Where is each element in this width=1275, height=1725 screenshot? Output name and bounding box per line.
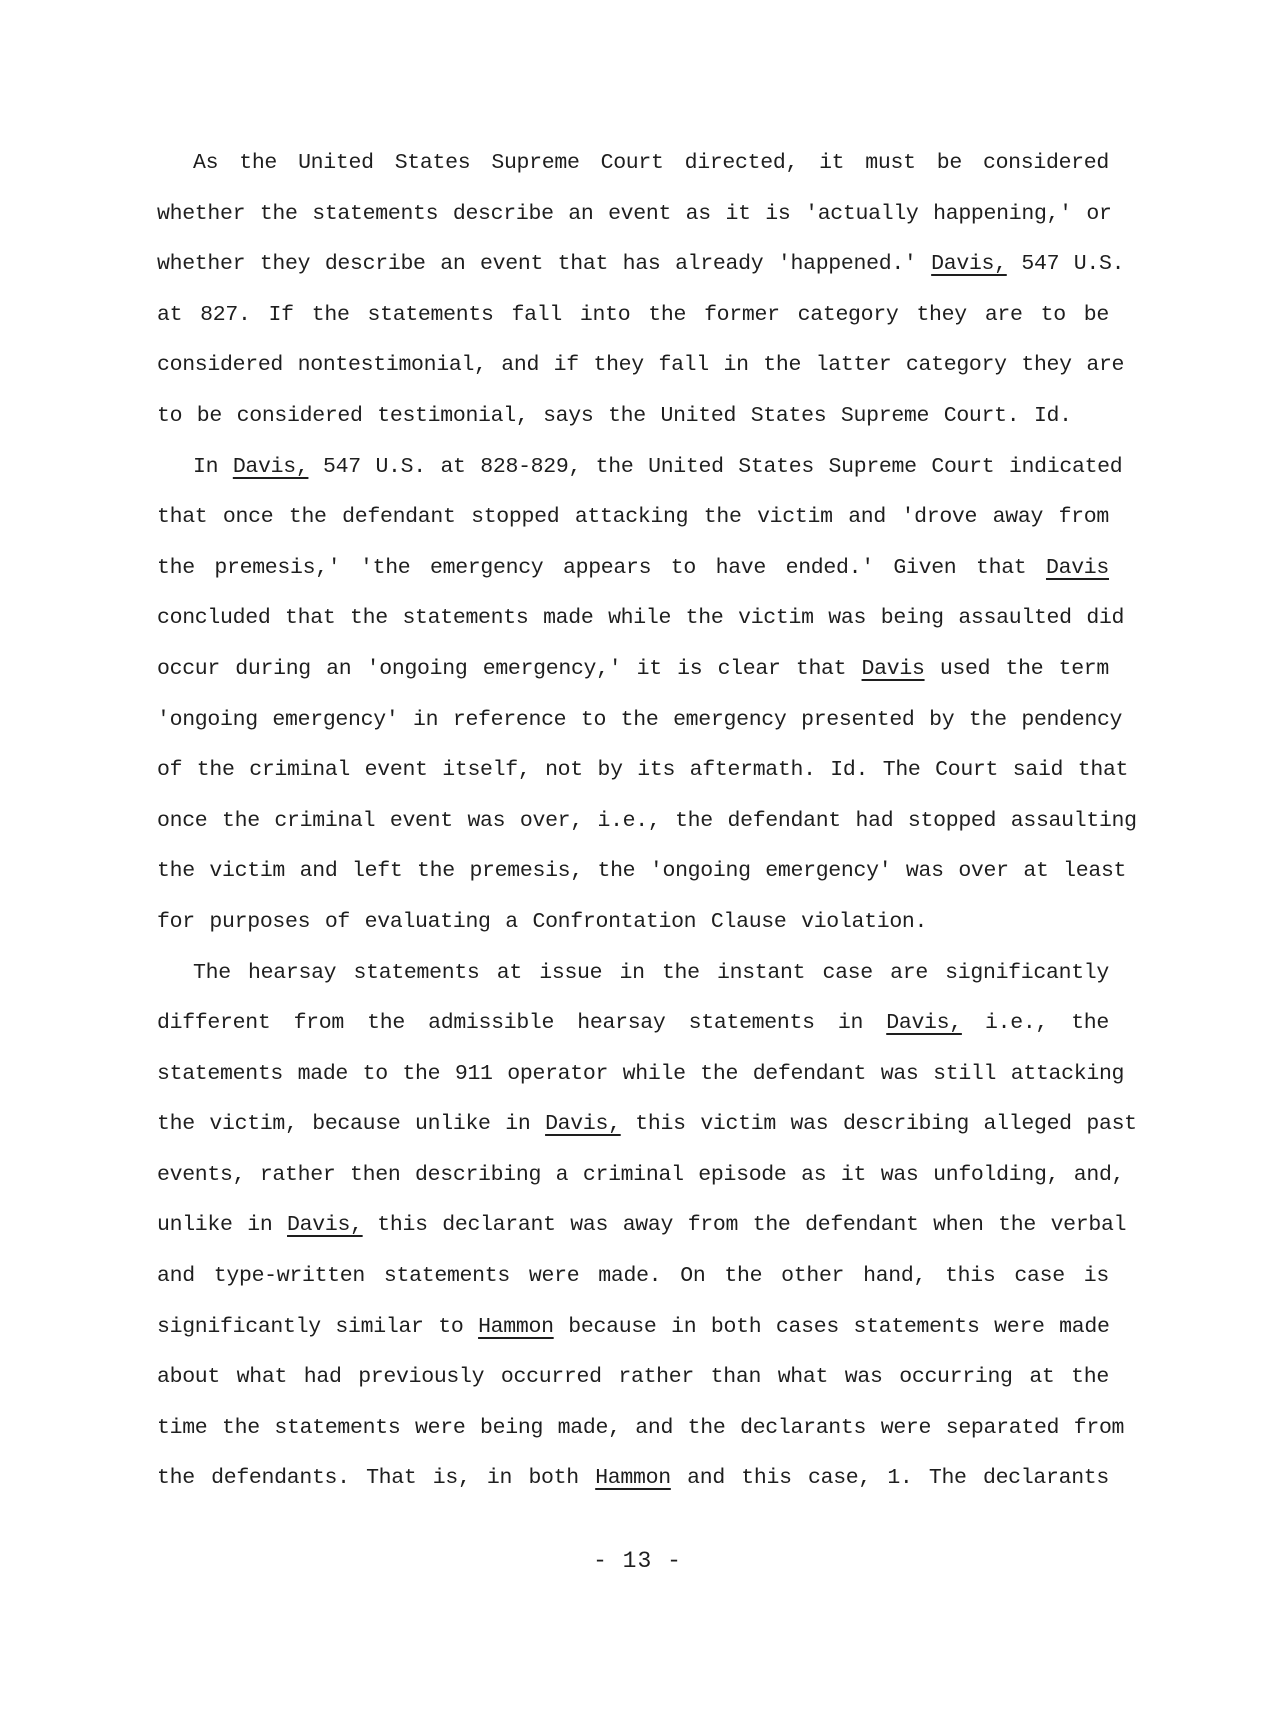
text-segment: once the criminal event was over, i.e., the defendant had stopped assaulting [157, 808, 1137, 833]
text-line [157, 1302, 1109, 1353]
text-segment: time the statements were being made, and the declarants were separated from [157, 1415, 1125, 1440]
text-segment: whether they describe an event that has already 'happened.' [157, 252, 932, 277]
text-line [157, 1403, 1125, 1454]
text-line [157, 1251, 1109, 1302]
text-line [157, 138, 1109, 189]
case-citation: Davis, [545, 1112, 621, 1137]
text-segment: occur during an 'ongoing emergency,' it is clear that [157, 656, 862, 681]
text-segment: and this case, 1. The declarants [670, 1466, 1109, 1491]
text-line [157, 1150, 1125, 1201]
text-segment: The hearsay statements at issue in the instant case are significantly [193, 960, 1109, 985]
text-line [157, 796, 1137, 847]
case-citation: Davis [1045, 555, 1109, 580]
text-line [157, 1200, 1127, 1251]
text-line [157, 1352, 1109, 1403]
text-segment: the premesis,' 'the emergency appears to have ended.' Given that [157, 555, 1046, 580]
text-segment: considered nontestimonial, and if they fall in the latter category they are [157, 353, 1125, 378]
text-segment: at 827. If the statements fall into the former category they are to be [157, 302, 1109, 327]
text-segment: the defendants. That is, in both [157, 1466, 596, 1491]
text-segment: statements made to the 911 operator while the defendant was still attacking [157, 1061, 1125, 1086]
text-segment: to be considered testimonial, says the United States Supreme Court. Id. [157, 403, 1072, 428]
text-line [157, 998, 1109, 1049]
text-line [157, 239, 1125, 290]
text-segment: As the United States Supreme Court directed, it must be considered [193, 151, 1109, 175]
case-citation: Davis, [232, 454, 309, 479]
text-segment: different from the admissible hearsay statements in [157, 1011, 887, 1036]
text-segment: 'ongoing emergency' in reference to the emergency presented by the pendency [157, 707, 1123, 732]
text-line [157, 492, 1109, 543]
text-line [157, 897, 1109, 948]
text-segment: of the criminal event itself, not by its aftermath. Id. The Court said that [157, 758, 1129, 783]
text-segment: about what had previously occurred rather than what was occurring at the [157, 1365, 1109, 1390]
text-segment: used the term [924, 656, 1109, 681]
text-segment: events, rather then describing a criminal episode as it was unfolding, and, [157, 1162, 1125, 1187]
text-line [157, 543, 1109, 594]
text-segment: whether the statements describe an event as it is 'actually happening,' or [157, 201, 1112, 226]
text-segment: the victim and left the premesis, the 'ongoing emergency' was over at least [157, 859, 1127, 884]
text-segment: 547 U.S. [1006, 252, 1125, 277]
case-citation: Davis, [886, 1011, 962, 1036]
text-line [157, 644, 1109, 695]
text-line [157, 695, 1123, 746]
text-line [157, 1099, 1137, 1150]
text-line [157, 391, 1109, 442]
text-segment: the victim, because unlike in [157, 1112, 546, 1137]
text-segment: for purposes of evaluating a Confrontation Clause violation. [157, 909, 928, 934]
text-segment: In [193, 454, 233, 479]
case-citation: Hammon [595, 1466, 671, 1491]
text-segment: and type-written statements were made. On the other hand, this case is [157, 1264, 1109, 1289]
text-line [157, 189, 1112, 240]
text-line [157, 745, 1129, 796]
case-citation: Davis, [287, 1213, 363, 1238]
text-line [157, 340, 1125, 391]
text-segment: i.e., the [961, 1011, 1109, 1036]
text-line [157, 948, 1109, 999]
text-segment: this victim was describing alleged past [620, 1112, 1137, 1137]
text-line [157, 1049, 1125, 1100]
text-segment: significantly similar to [157, 1314, 479, 1339]
text-line [157, 1453, 1109, 1504]
text-segment: that once the defendant stopped attacking the victim and 'drove away from [157, 505, 1109, 530]
case-citation: Davis [861, 656, 925, 681]
page-number: - 13 - [593, 1548, 682, 1574]
body-text [157, 138, 1137, 1504]
case-citation: Hammon [478, 1314, 554, 1339]
text-line [157, 442, 1123, 493]
text-segment: this declarant was away from the defendant when the verbal [362, 1213, 1127, 1238]
text-segment: because in both cases statements were made [553, 1314, 1110, 1339]
text-segment: concluded that the statements made while the victim was being assaulted did [157, 606, 1125, 631]
text-line [157, 593, 1125, 644]
text-segment: unlike in [157, 1213, 288, 1238]
text-line [157, 290, 1109, 341]
case-citation: Davis, [931, 252, 1007, 277]
text-line [157, 846, 1127, 897]
text-segment: 547 U.S. at 828-829, the United States Supreme Court indicated [308, 454, 1123, 479]
